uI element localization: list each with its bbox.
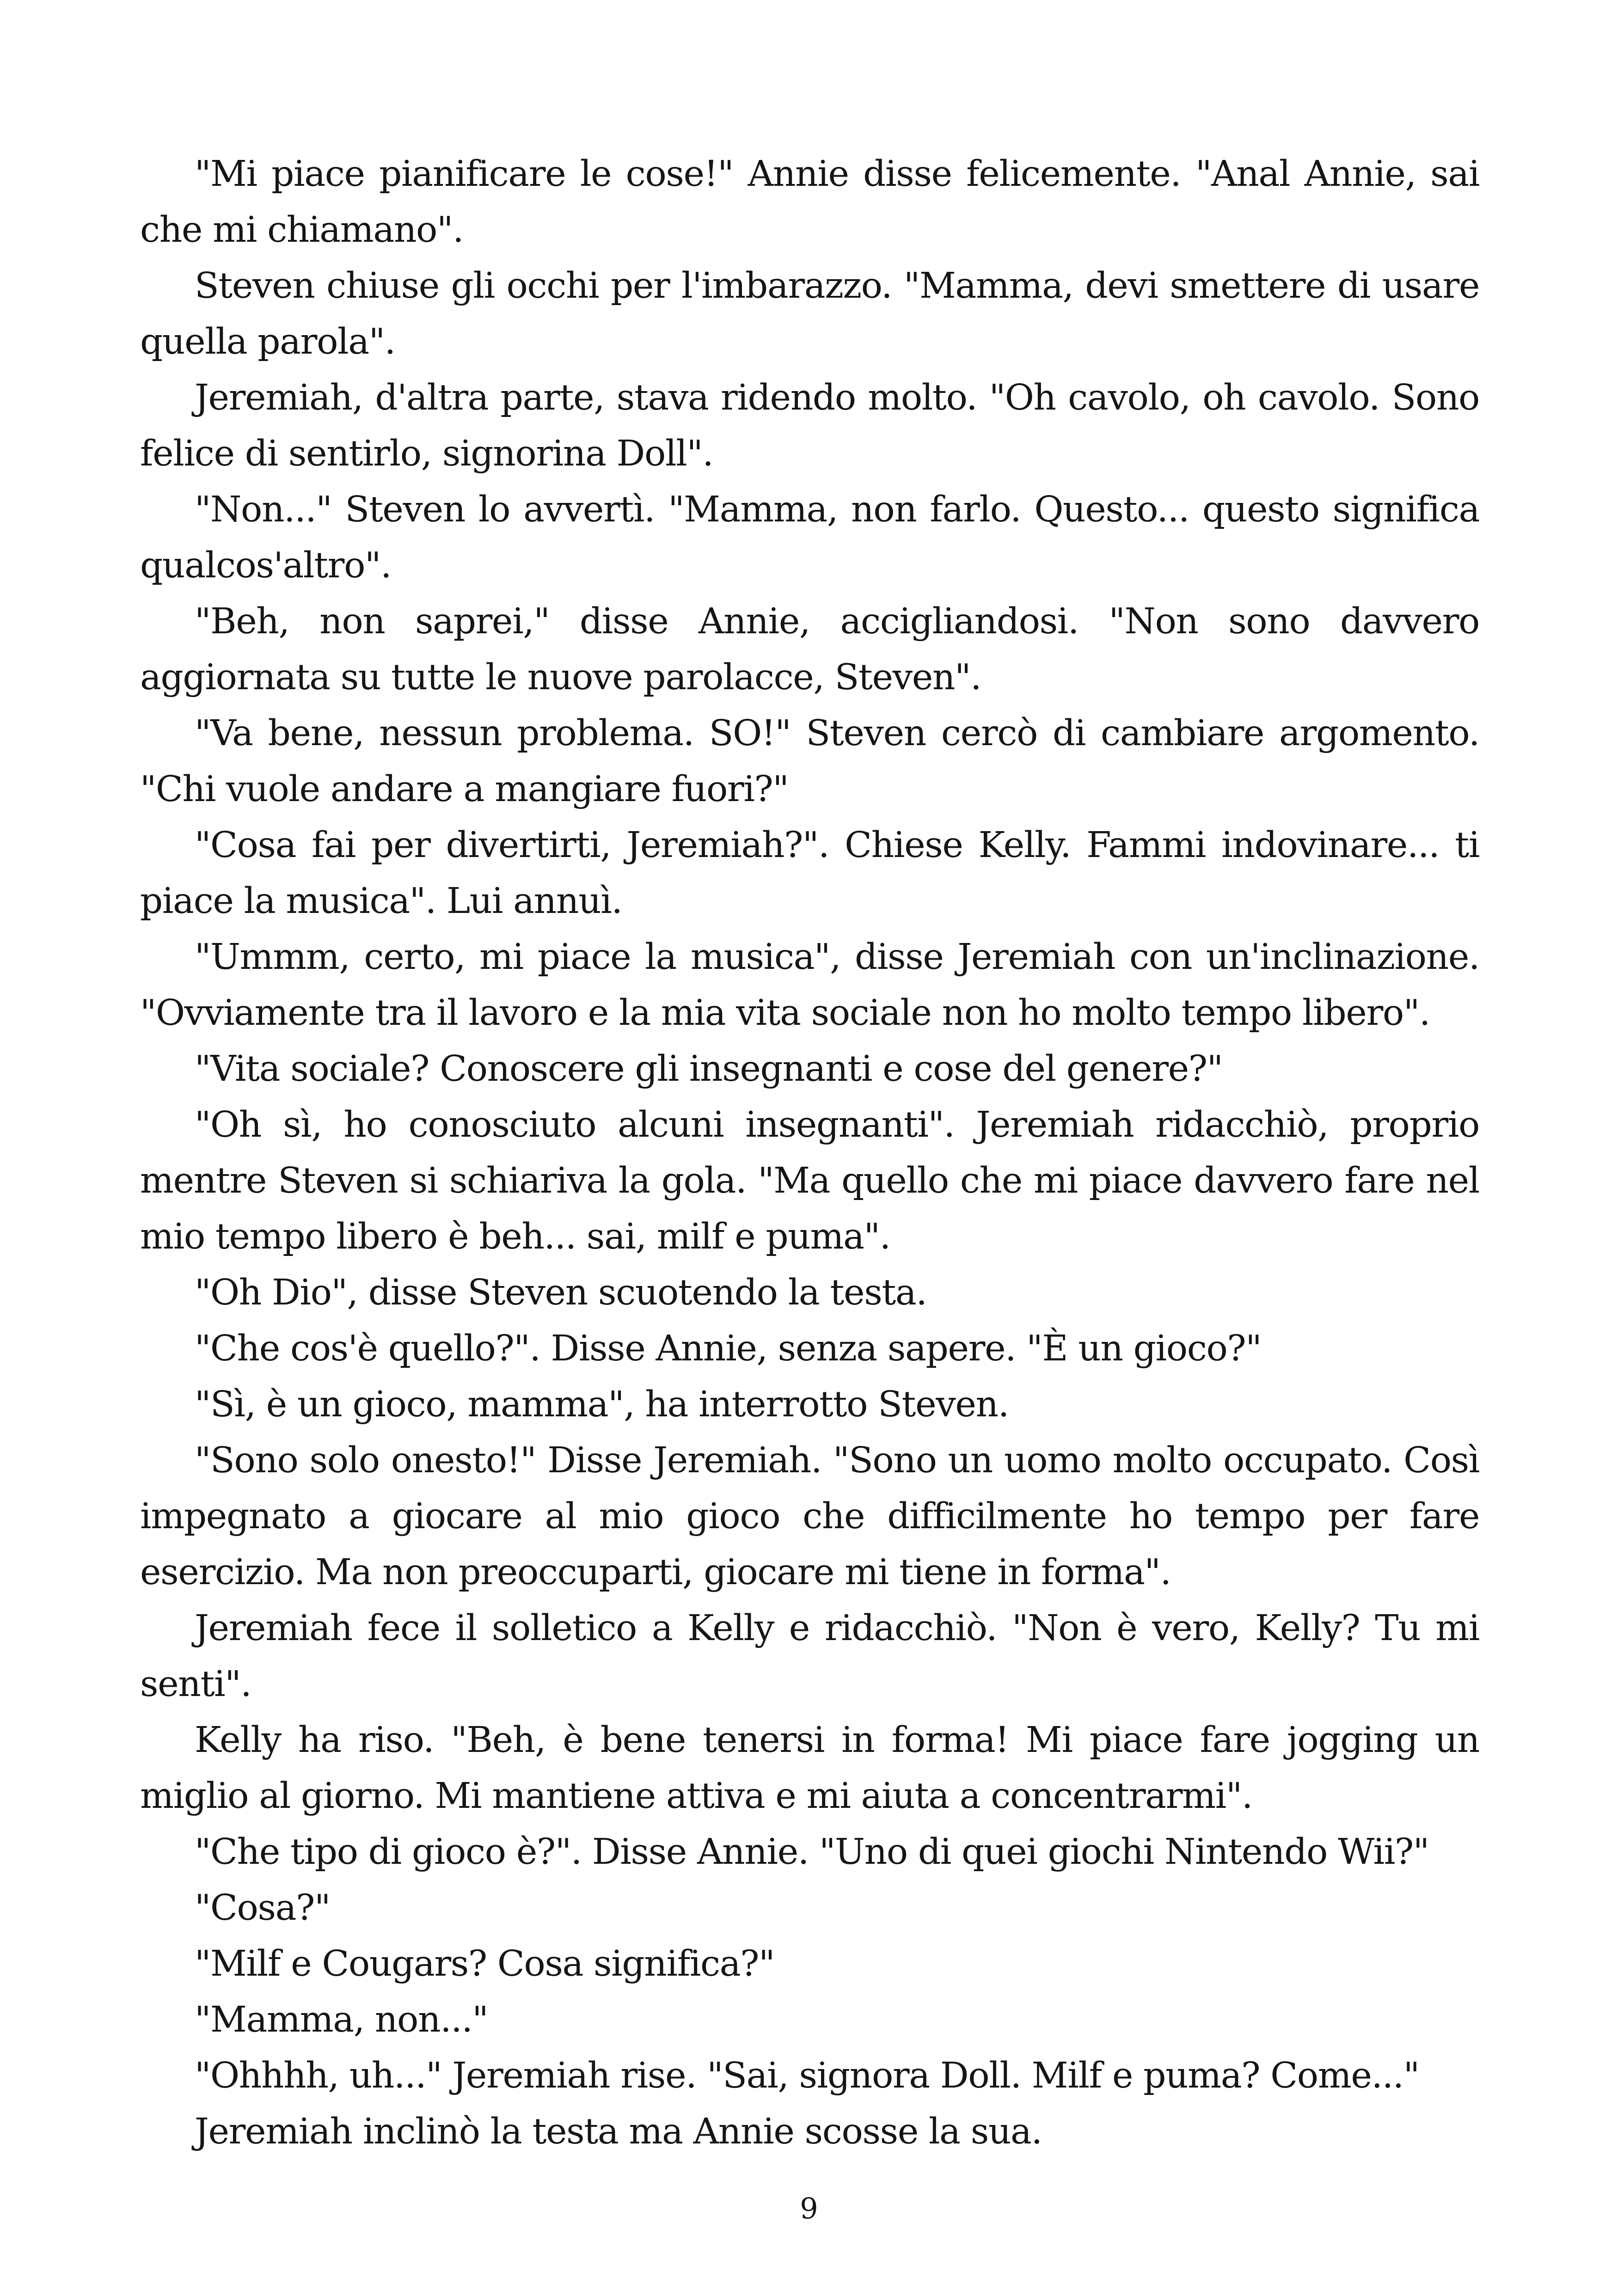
page-number: 9 bbox=[800, 2192, 818, 2225]
paragraph: Jeremiah, d'altra parte, stava ridendo molto. "Oh cavolo, oh cavolo. Sono felice di sentirlo, signorina Doll". bbox=[140, 377, 1479, 474]
paragraph: "Che tipo di gioco è?". Disse Annie. "Uno di quei giochi Nintendo Wii?" bbox=[195, 1831, 1429, 1873]
paragraph: "Vita sociale? Conoscere gli insegnanti e cose del genere?" bbox=[195, 1048, 1223, 1090]
text-body bbox=[140, 146, 1479, 2160]
paragraph: "Mi piace pianificare le cose!" Annie disse felicemente. "Anal Annie, sai che mi chiamano". bbox=[140, 153, 1479, 251]
paragraph: Jeremiah fece il solletico a Kelly e ridacchiò. "Non è vero, Kelly? Tu mi senti". bbox=[140, 1608, 1479, 1705]
paragraph: Kelly ha riso. "Beh, è bene tenersi in forma! Mi piace fare jogging un miglio al giorno. Mi mantiene attiva e mi aiuta a concentrarmi". bbox=[140, 1720, 1479, 1817]
paragraph: "Cosa?" bbox=[195, 1887, 331, 1929]
paragraph: "Ohhhh, uh..." Jeremiah rise. "Sai, signora Doll. Milf e puma? Come..." bbox=[195, 2055, 1419, 2096]
paragraph: "Che cos'è quello?". Disse Annie, senza sapere. "È un gioco?" bbox=[195, 1328, 1262, 1369]
paragraph: Steven chiuse gli occhi per l'imbarazzo. "Mamma, devi smettere di usare quella parola". bbox=[140, 265, 1479, 362]
paragraph: "Ummm, certo, mi piace la musica", disse Jeremiah con un'inclinazione. "Ovviamente tra il lavoro e la mia vita sociale non ho molto tempo libero". bbox=[140, 937, 1479, 1034]
paragraph: "Sì, è un gioco, mamma", ha interrotto Steven. bbox=[195, 1384, 1009, 1425]
paragraph: "Cosa fai per divertirti, Jeremiah?". Chiese Kelly. Fammi indovinare... ti piace la musica". Lui annuì. bbox=[140, 825, 1479, 922]
paragraph: "Non..." Steven lo avvertì. "Mamma, non farlo. Questo... questo significa qualcos'altro". bbox=[140, 489, 1479, 586]
paragraph: "Sono solo onesto!" Disse Jeremiah. "Sono un uomo molto occupato. Così impegnato a giocare al mio gioco che difficilmente ho tempo per fare esercizio. Ma non preoccuparti, giocare mi tiene in forma". bbox=[140, 1440, 1479, 1593]
paragraph: "Mamma, non..." bbox=[195, 1999, 488, 2040]
paragraph: "Va bene, nessun problema. SO!" Steven cercò di cambiare argomento. "Chi vuole andare a mangiare fuori?" bbox=[140, 713, 1479, 810]
paragraph: "Oh Dio", disse Steven scuotendo la testa. bbox=[195, 1272, 927, 1313]
paragraph: "Oh sì, ho conosciuto alcuni insegnanti". Jeremiah ridacchiò, proprio mentre Steven si schiariva la gola. "Ma quello che mi piace davvero fare nel mio tempo libero è beh... sai, milf e puma". bbox=[140, 1104, 1479, 1257]
paragraph: Jeremiah inclinò la testa ma Annie scosse la sua. bbox=[195, 2111, 1042, 2152]
paragraph: "Beh, non saprei," disse Annie, accigliandosi. "Non sono davvero aggiornata su tutte le nuove parolacce, Steven". bbox=[140, 601, 1479, 698]
paragraph: "Milf e Cougars? Cosa significa?" bbox=[195, 1943, 775, 1984]
